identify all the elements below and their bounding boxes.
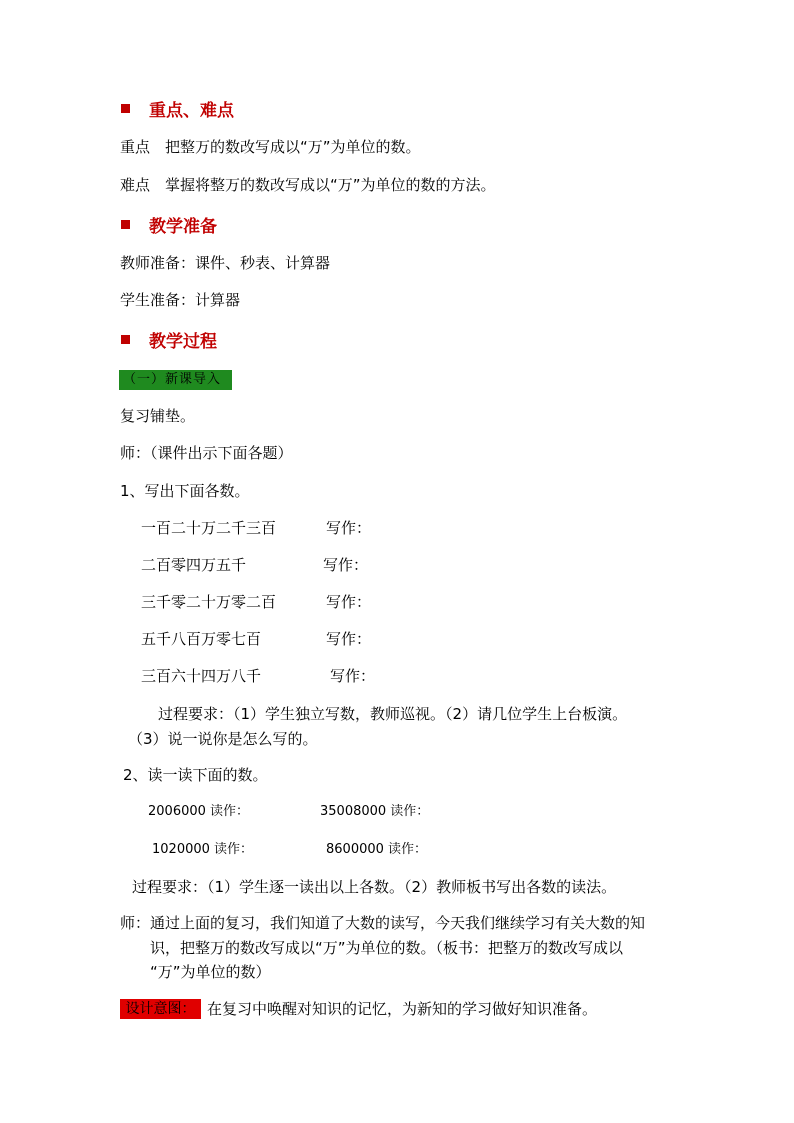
q2-item: 8600000 读作： <box>326 842 428 857</box>
q1-requirement: 过程要求：（1）学生独立写数，教师巡视。（2）请几位学生上台板演。 <box>158 705 628 723</box>
intro-line: 复习铺垫。 <box>120 407 196 425</box>
student-prep: 学生准备：计算器 <box>120 291 241 309</box>
q2-item: 1020000 读作： <box>152 842 254 857</box>
teacher-summary-line: 识，把整万的数改写成以“万”为单位的数。（板书：把整万的数改写成以 <box>150 939 624 957</box>
teacher-summary-line: “万”为单位的数） <box>150 963 271 981</box>
heading-text: 教学过程 <box>149 331 217 352</box>
q1-requirement-cont: （3）说一说你是怎么写的。 <box>128 730 318 748</box>
heading-text: 重点、难点 <box>149 100 234 121</box>
q1-item-write: 写作： <box>330 667 376 685</box>
heading-preparation <box>121 213 217 235</box>
q1-item-write: 写作： <box>326 519 372 537</box>
heading-process <box>121 328 217 350</box>
difficulty-line: 难点 掌握将整万的数改写成以“万”为单位的数的方法。 <box>120 176 496 194</box>
q2-item: 2006000 读作： <box>148 804 250 819</box>
square-bullet-icon <box>121 220 130 229</box>
q1-item-text: 三千零二十万零二百 <box>141 593 277 611</box>
design-intent-text: 在复习中唤醒对知识的记忆，为新知的学习做好知识准备。 <box>207 1000 598 1018</box>
heading-key-points <box>121 97 234 119</box>
q1-item-text: 五千八百万零七百 <box>141 630 262 648</box>
teacher-prep: 教师准备：课件、秒表、计算器 <box>120 254 331 272</box>
teacher-intro-line: 师：（课件出示下面各题） <box>120 444 293 462</box>
focus-line: 重点 把整万的数改写成以“万”为单位的数。 <box>120 138 421 156</box>
design-intent-label: 设计意图： <box>120 999 201 1019</box>
teacher-summary-line: 师：通过上面的复习，我们知道了大数的读写，今天我们继续学习有关大数的知 <box>120 914 646 932</box>
square-bullet-icon <box>121 104 130 113</box>
q1-item-write: 写作： <box>326 630 372 648</box>
q1-item-text: 二百零四万五千 <box>141 556 247 574</box>
question-2-title: 2、读一读下面的数。 <box>123 766 268 784</box>
q1-item-text: 一百二十万二千三百 <box>141 519 277 537</box>
section-label: （一）新课导入 <box>119 370 232 390</box>
question-1-title: 1、写出下面各数。 <box>120 482 250 500</box>
q2-item: 35008000 读作： <box>320 804 430 819</box>
q1-item-write: 写作： <box>326 593 372 611</box>
q1-item-text: 三百六十四万八千 <box>141 667 262 685</box>
heading-text: 教学准备 <box>149 216 217 237</box>
square-bullet-icon <box>121 335 130 344</box>
q2-requirement: 过程要求：（1）学生逐一读出以上各数。（2）教师板书写出各数的读法。 <box>132 878 617 896</box>
q1-item-write: 写作： <box>323 556 369 574</box>
